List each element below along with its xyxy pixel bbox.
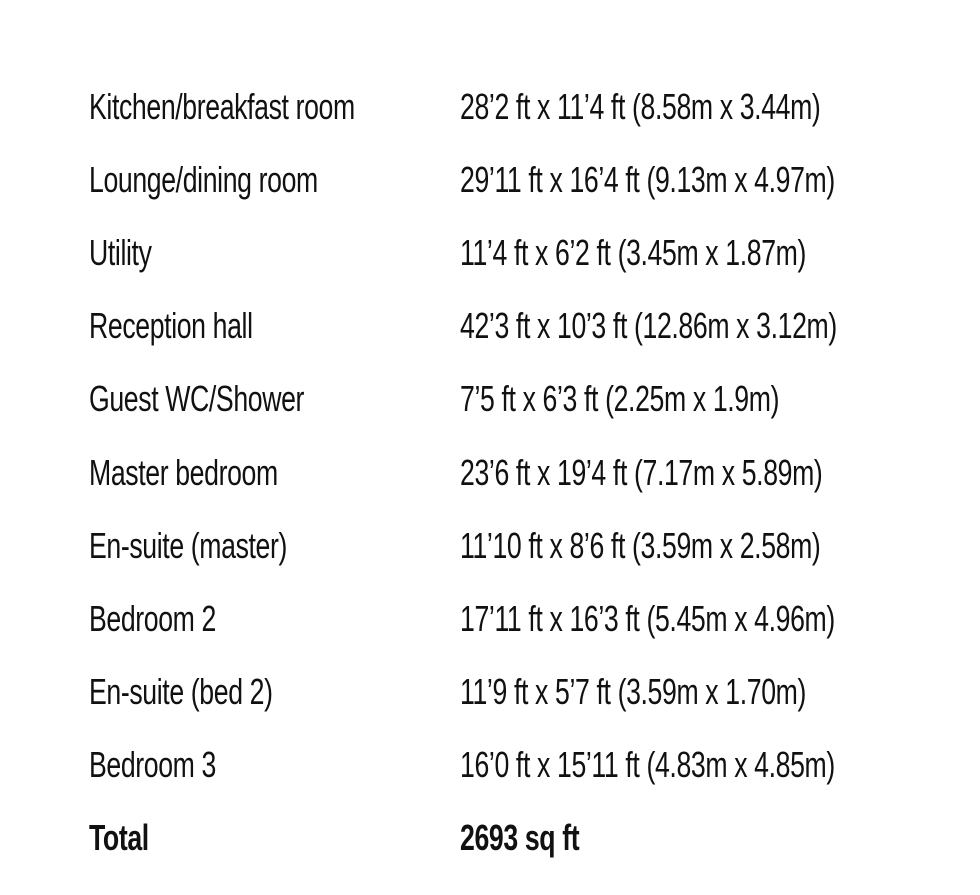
room-dimensions: 42’3 ft x 10’3 ft (12.86m x 3.12m) [460,305,837,347]
table-row [89,143,949,216]
total-row [89,802,949,875]
table-row [89,290,949,363]
table-row [89,656,949,729]
room-name: Kitchen/breakfast room [89,85,355,127]
table-row [89,436,949,509]
table-row [89,582,949,655]
room-dimensions: 17’11 ft x 16’3 ft (5.45m x 4.96m) [460,597,835,639]
room-dimensions: 11’10 ft x 8’6 ft (3.59m x 2.58m) [460,524,821,566]
table-row [89,216,949,289]
total-label: Total [89,817,149,859]
room-dimensions: 29’11 ft x 16’4 ft (9.13m x 4.97m) [460,158,835,200]
room-name: Bedroom 3 [89,744,216,786]
room-dimensions: 23’6 ft x 19’4 ft (7.17m x 5.89m) [460,451,823,493]
table-row [89,729,949,802]
room-name: Bedroom 2 [89,597,216,639]
room-dimensions: 7’5 ft x 6’3 ft (2.25m x 1.9m) [460,378,780,420]
room-name: Utility [89,231,152,273]
table-row [89,70,949,143]
table-row [89,509,949,582]
room-name: Reception hall [89,305,253,347]
table-row [89,363,949,436]
total-value: 2693 sq ft [460,817,580,859]
room-dimensions-table [89,70,949,875]
room-dimensions: 11’4 ft x 6’2 ft (3.45m x 1.87m) [460,231,806,273]
room-name: Master bedroom [89,451,278,493]
room-name: En-suite (master) [89,524,288,566]
room-dimensions: 28’2 ft x 11’4 ft (8.58m x 3.44m) [460,85,821,127]
room-dimensions: 16’0 ft x 15’11 ft (4.83m x 4.85m) [460,744,835,786]
room-dimensions: 11’9 ft x 5’7 ft (3.59m x 1.70m) [460,671,806,713]
room-name: Lounge/dining room [89,158,318,200]
room-name: En-suite (bed 2) [89,671,273,713]
room-name: Guest WC/Shower [89,378,305,420]
